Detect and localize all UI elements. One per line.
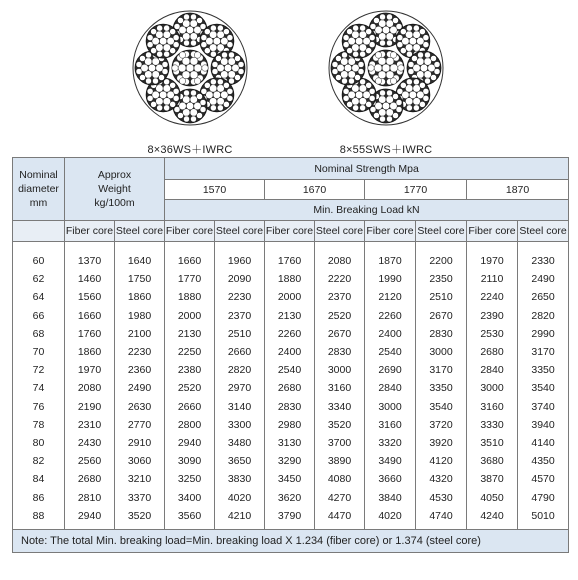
value-cell: 1760 (265, 242, 315, 271)
table-row (13, 488, 569, 506)
value-cell: 3650 (215, 452, 265, 470)
header-steel-core: Steel core (315, 221, 365, 242)
value-cell: 2090 (215, 270, 265, 288)
header-steel-core: Steel core (115, 221, 165, 242)
value-cell: 1760 (65, 325, 115, 343)
value-cell: 3000 (416, 343, 467, 361)
value-cell: 1660 (65, 307, 115, 325)
value-cell: 3510 (467, 434, 518, 452)
value-cell: 3790 (265, 507, 315, 530)
value-cell: 2660 (215, 343, 265, 361)
value-cell: 3350 (518, 361, 569, 379)
table-row (13, 242, 569, 271)
value-cell: 2260 (365, 307, 416, 325)
diameter-cell: 62 (13, 270, 65, 288)
value-cell: 5010 (518, 507, 569, 530)
value-cell: 2540 (265, 361, 315, 379)
value-cell: 1880 (265, 270, 315, 288)
value-cell: 2220 (315, 270, 365, 288)
value-cell: 2910 (115, 434, 165, 452)
value-cell: 3350 (416, 379, 467, 397)
breaking-load-table (12, 157, 569, 553)
value-cell: 4350 (518, 452, 569, 470)
value-cell: 2490 (115, 379, 165, 397)
value-cell: 2940 (65, 507, 115, 530)
value-cell: 2530 (467, 325, 518, 343)
value-cell: 2940 (165, 434, 215, 452)
value-cell: 4790 (518, 488, 569, 506)
value-cell: 2630 (115, 398, 165, 416)
value-cell: 2840 (365, 379, 416, 397)
header-nominal-diameter: Nominal diameter mm (13, 158, 65, 221)
value-cell: 3060 (115, 452, 165, 470)
value-cell: 2080 (65, 379, 115, 397)
value-cell: 3160 (315, 379, 365, 397)
value-cell: 2820 (518, 307, 569, 325)
value-cell: 2080 (315, 242, 365, 271)
header-grade: 1670 (265, 180, 365, 200)
value-cell: 1770 (165, 270, 215, 288)
value-cell: 3620 (265, 488, 315, 506)
header-approx-weight: Approx Weight kg/100m (65, 158, 165, 221)
value-cell: 2680 (467, 343, 518, 361)
value-cell: 2840 (467, 361, 518, 379)
header-fiber-core: Fiber core (365, 221, 416, 242)
value-cell: 1960 (215, 242, 265, 271)
value-cell: 2130 (165, 325, 215, 343)
figures-area (0, 0, 578, 154)
value-cell: 2310 (65, 416, 115, 434)
value-cell: 1860 (65, 343, 115, 361)
value-cell: 4050 (467, 488, 518, 506)
value-cell: 3870 (467, 470, 518, 488)
table-row (13, 434, 569, 452)
value-cell: 3290 (265, 452, 315, 470)
value-cell: 3520 (315, 416, 365, 434)
value-cell: 3250 (165, 470, 215, 488)
value-cell: 2400 (365, 325, 416, 343)
value-cell: 2260 (265, 325, 315, 343)
value-cell: 2370 (215, 307, 265, 325)
value-cell: 3340 (315, 398, 365, 416)
value-cell: 2200 (416, 242, 467, 271)
diameter-cell: 60 (13, 242, 65, 271)
value-cell: 3000 (467, 379, 518, 397)
value-cell: 1370 (65, 242, 115, 271)
value-cell: 2490 (518, 270, 569, 288)
table-row (13, 288, 569, 306)
value-cell: 2680 (265, 379, 315, 397)
value-cell: 2680 (65, 470, 115, 488)
value-cell: 4240 (467, 507, 518, 530)
wire-rope-cross-section-icon (326, 8, 446, 128)
value-cell: 3720 (416, 416, 467, 434)
value-cell: 2830 (315, 343, 365, 361)
table-row (13, 325, 569, 343)
value-cell: 2820 (215, 361, 265, 379)
value-cell: 3830 (215, 470, 265, 488)
value-cell: 3320 (365, 434, 416, 452)
value-cell: 4570 (518, 470, 569, 488)
value-cell: 2230 (115, 343, 165, 361)
wire-rope-cross-section-icon (130, 8, 250, 128)
value-cell: 2810 (65, 488, 115, 506)
figure-caption: 8×36WS＋IWRC (147, 144, 233, 156)
figure-55sws (296, 0, 476, 157)
diameter-cell: 68 (13, 325, 65, 343)
value-cell: 2980 (265, 416, 315, 434)
header-fiber-core: Fiber core (265, 221, 315, 242)
value-cell: 2540 (365, 343, 416, 361)
value-cell: 2770 (115, 416, 165, 434)
table-note: Note: The total Min. breaking load=Min. breaking load X 1.234 (fiber core) or 1.374 (steel core) (13, 529, 569, 552)
value-cell: 3000 (365, 398, 416, 416)
value-cell: 1750 (115, 270, 165, 288)
value-cell: 3560 (165, 507, 215, 530)
header-steel-core: Steel core (215, 221, 265, 242)
value-cell: 3000 (315, 361, 365, 379)
value-cell: 2800 (165, 416, 215, 434)
value-cell: 3300 (215, 416, 265, 434)
value-cell: 2000 (165, 307, 215, 325)
diameter-cell: 78 (13, 416, 65, 434)
value-cell: 2990 (518, 325, 569, 343)
diameter-cell: 84 (13, 470, 65, 488)
value-cell: 2370 (315, 288, 365, 306)
value-cell: 2830 (265, 398, 315, 416)
value-cell: 2660 (165, 398, 215, 416)
value-cell: 3170 (416, 361, 467, 379)
value-cell: 1980 (115, 307, 165, 325)
diameter-cell: 66 (13, 307, 65, 325)
value-cell: 1860 (115, 288, 165, 306)
value-cell: 3920 (416, 434, 467, 452)
value-cell: 1870 (365, 242, 416, 271)
value-cell: 3450 (265, 470, 315, 488)
value-cell: 2120 (365, 288, 416, 306)
value-cell: 2520 (165, 379, 215, 397)
value-cell: 3160 (467, 398, 518, 416)
diameter-cell: 72 (13, 361, 65, 379)
value-cell: 4080 (315, 470, 365, 488)
value-cell: 1880 (165, 288, 215, 306)
value-cell: 2330 (518, 242, 569, 271)
value-cell: 3700 (315, 434, 365, 452)
table-row (13, 361, 569, 379)
header-grade: 1870 (467, 180, 569, 200)
value-cell: 3170 (518, 343, 569, 361)
value-cell: 2390 (467, 307, 518, 325)
diameter-cell: 74 (13, 379, 65, 397)
figure-caption: 8×55SWS＋IWRC (339, 144, 433, 156)
value-cell: 2690 (365, 361, 416, 379)
value-cell: 3540 (518, 379, 569, 397)
value-cell: 4210 (215, 507, 265, 530)
value-cell: 2100 (115, 325, 165, 343)
value-cell: 2510 (215, 325, 265, 343)
value-cell: 4120 (416, 452, 467, 470)
table-row (13, 470, 569, 488)
value-cell: 2970 (215, 379, 265, 397)
value-cell: 3400 (165, 488, 215, 506)
value-cell: 2520 (315, 307, 365, 325)
value-cell: 2830 (416, 325, 467, 343)
value-cell: 3090 (165, 452, 215, 470)
diameter-cell: 76 (13, 398, 65, 416)
value-cell: 1970 (467, 242, 518, 271)
table-row (13, 307, 569, 325)
header-min-breaking-load: Min. Breaking Load kN (165, 200, 569, 221)
value-cell: 3490 (365, 452, 416, 470)
value-cell: 4020 (365, 507, 416, 530)
value-cell: 2360 (115, 361, 165, 379)
value-cell: 1640 (115, 242, 165, 271)
value-cell: 2130 (265, 307, 315, 325)
value-cell: 4140 (518, 434, 569, 452)
value-cell: 3660 (365, 470, 416, 488)
value-cell: 1460 (65, 270, 115, 288)
table-row (13, 379, 569, 397)
value-cell: 3680 (467, 452, 518, 470)
value-cell: 2240 (467, 288, 518, 306)
value-cell: 3840 (365, 488, 416, 506)
value-cell: 2110 (467, 270, 518, 288)
value-cell: 2510 (416, 288, 467, 306)
value-cell: 2190 (65, 398, 115, 416)
value-cell: 1990 (365, 270, 416, 288)
table-row (13, 398, 569, 416)
value-cell: 4530 (416, 488, 467, 506)
value-cell: 4320 (416, 470, 467, 488)
value-cell: 2400 (265, 343, 315, 361)
table-row (13, 416, 569, 434)
diameter-cell: 82 (13, 452, 65, 470)
diameter-cell: 88 (13, 507, 65, 530)
value-cell: 2560 (65, 452, 115, 470)
header-fiber-core: Fiber core (165, 221, 215, 242)
value-cell: 3540 (416, 398, 467, 416)
value-cell: 2350 (416, 270, 467, 288)
value-cell: 2380 (165, 361, 215, 379)
value-cell: 3130 (265, 434, 315, 452)
header-steel-core: Steel core (518, 221, 569, 242)
value-cell: 4270 (315, 488, 365, 506)
value-cell: 3480 (215, 434, 265, 452)
value-cell: 2250 (165, 343, 215, 361)
header-nominal-strength: Nominal Strength Mpa (165, 158, 569, 180)
value-cell: 3330 (467, 416, 518, 434)
diameter-cell: 64 (13, 288, 65, 306)
value-cell: 3520 (115, 507, 165, 530)
value-cell: 1560 (65, 288, 115, 306)
table-row (13, 343, 569, 361)
value-cell: 3370 (115, 488, 165, 506)
value-cell: 4470 (315, 507, 365, 530)
value-cell: 2670 (315, 325, 365, 343)
value-cell: 3140 (215, 398, 265, 416)
value-cell: 2430 (65, 434, 115, 452)
header-grade: 1770 (365, 180, 467, 200)
value-cell: 3940 (518, 416, 569, 434)
value-cell: 2650 (518, 288, 569, 306)
table-row (13, 507, 569, 530)
value-cell: 2670 (416, 307, 467, 325)
value-cell: 3210 (115, 470, 165, 488)
figure-36ws (100, 0, 280, 157)
value-cell: 2230 (215, 288, 265, 306)
value-cell: 1660 (165, 242, 215, 271)
table-body (13, 242, 569, 530)
header-grade: 1570 (165, 180, 265, 200)
header-fiber-core: Fiber core (467, 221, 518, 242)
value-cell: 3890 (315, 452, 365, 470)
header-fiber-core: Fiber core (65, 221, 115, 242)
diameter-cell: 70 (13, 343, 65, 361)
value-cell: 3740 (518, 398, 569, 416)
value-cell: 4020 (215, 488, 265, 506)
value-cell: 3160 (365, 416, 416, 434)
value-cell: 1970 (65, 361, 115, 379)
header-steel-core: Steel core (416, 221, 467, 242)
table-row (13, 270, 569, 288)
value-cell: 2000 (265, 288, 315, 306)
diameter-cell: 80 (13, 434, 65, 452)
value-cell: 4740 (416, 507, 467, 530)
diameter-cell: 86 (13, 488, 65, 506)
header-blank (13, 221, 65, 242)
table-row (13, 452, 569, 470)
